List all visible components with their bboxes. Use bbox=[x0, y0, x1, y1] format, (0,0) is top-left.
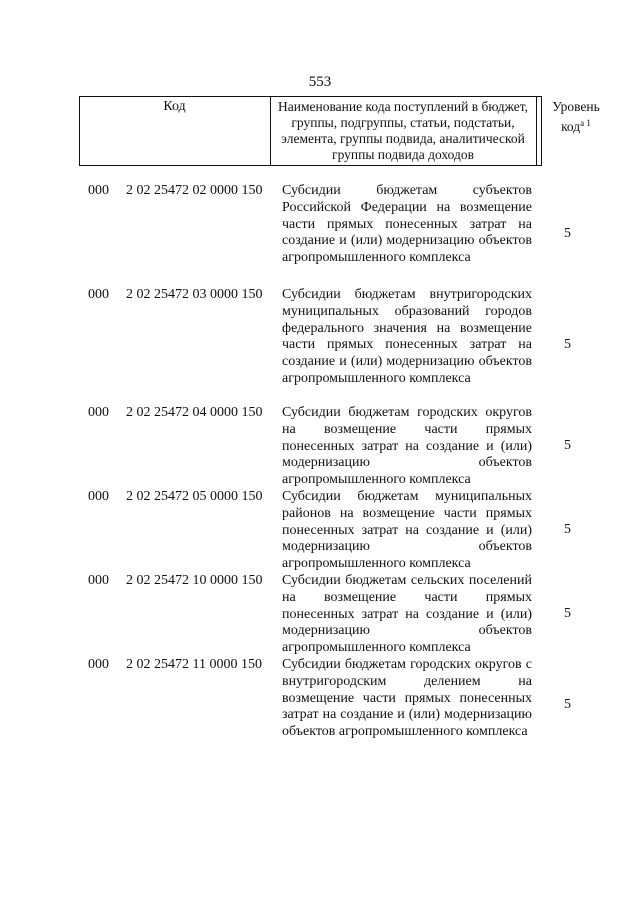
header-level bbox=[541, 99, 611, 135]
row-level: 5 bbox=[564, 522, 571, 537]
row-code: 2 02 25472 02 0000 150 bbox=[126, 183, 263, 198]
row-description: Субсидии бюджетам субъектов Российской Федерации на возмещение части прямых понесенных затрат на создание и (или) модернизацию объектов агропромышленного комплекса bbox=[282, 183, 532, 266]
table-header bbox=[79, 96, 600, 166]
row-code: 2 02 25472 03 0000 150 bbox=[126, 287, 263, 302]
row-description: Субсидии бюджетам сельских поселений на возмещение части прямых понесенных затрат на создание и (или) модернизацию объектов агропромышленного комплекса bbox=[282, 573, 532, 656]
row-level: 5 bbox=[564, 697, 571, 712]
row-description: Субсидии бюджетам городских округов с внутригородским делением на возмещение части прямых понесенных затрат на создание и (или) модернизацию объектов агропромышленного комплекса bbox=[282, 657, 532, 740]
row-description: Субсидии бюджетам муниципальных районов на возмещение части прямых понесенных затрат на создание и (или) модернизацию объектов агропромышленного комплекса bbox=[282, 489, 532, 572]
header-level-footnote: а 1 bbox=[580, 118, 591, 128]
header-border-name bbox=[536, 97, 537, 165]
row-prefix: 000 bbox=[88, 287, 109, 302]
header-name: Наименование кода поступлений в бюджет, группы, подгруппы, статьи, подстатьи, элемента, группы подвида, аналитической группы подвида доходов bbox=[277, 99, 528, 162]
row-description: Субсидии бюджетам внутригородских муниципальных образований городов федерального значения на возмещение части прямых понесенных затрат на создание и (или) модернизацию объектов агропромышленного комплекса bbox=[282, 287, 532, 386]
row-prefix: 000 bbox=[88, 183, 109, 198]
row-level: 5 bbox=[564, 226, 571, 241]
row-prefix: 000 bbox=[88, 573, 109, 588]
page-number: 553 bbox=[308, 74, 332, 90]
header-border-code bbox=[270, 97, 271, 165]
row-level: 5 bbox=[564, 337, 571, 352]
row-prefix: 000 bbox=[88, 657, 109, 672]
row-prefix: 000 bbox=[88, 405, 109, 420]
row-level: 5 bbox=[564, 438, 571, 453]
row-code: 2 02 25472 05 0000 150 bbox=[126, 489, 263, 504]
row-description: Субсидии бюджетам городских округов на возмещение части прямых понесенных затрат на создание и (или) модернизацию объектов агропромышленного комплекса bbox=[282, 405, 532, 488]
header-level-label: Уровень код bbox=[552, 99, 600, 134]
row-level: 5 bbox=[564, 606, 571, 621]
row-code: 2 02 25472 11 0000 150 bbox=[126, 657, 262, 672]
header-code: Код bbox=[163, 99, 186, 114]
row-prefix: 000 bbox=[88, 489, 109, 504]
row-code: 2 02 25472 04 0000 150 bbox=[126, 405, 263, 420]
row-code: 2 02 25472 10 0000 150 bbox=[126, 573, 263, 588]
